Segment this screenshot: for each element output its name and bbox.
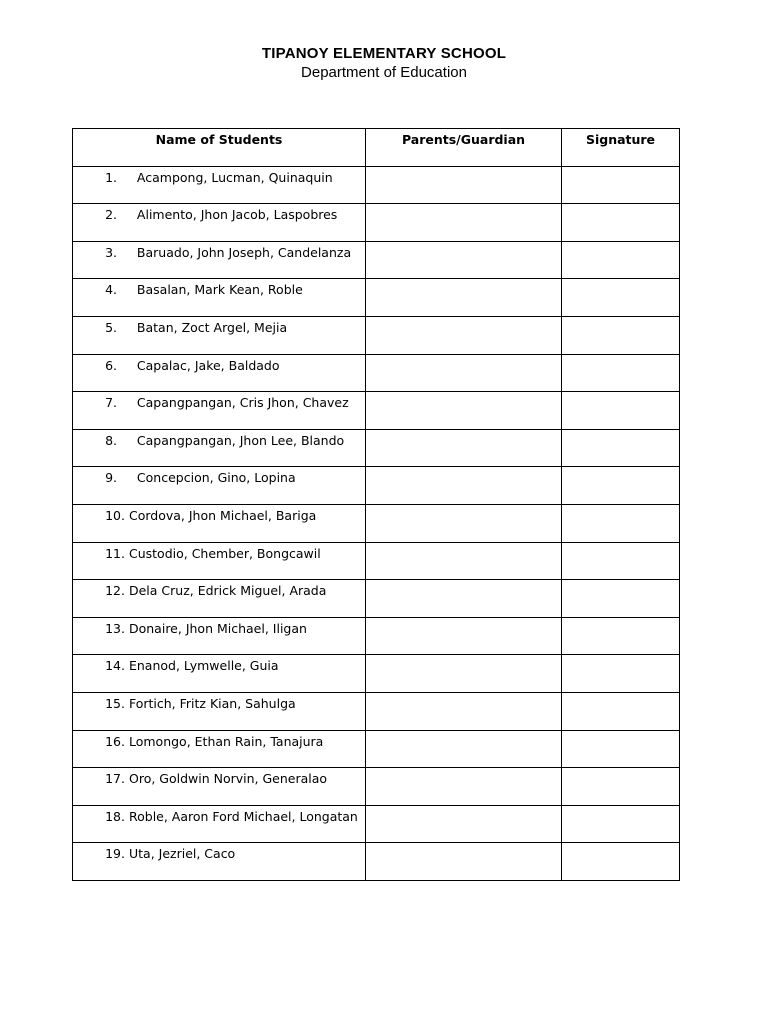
table-row: [73, 843, 680, 881]
column-header-signature: Signature: [562, 129, 680, 167]
student-name: Alimento, Jhon Jacob, Laspobres: [136, 207, 338, 223]
row-number: 10.: [105, 507, 125, 523]
parent-guardian-cell[interactable]: [366, 316, 562, 354]
table-row: [73, 354, 680, 392]
student-name: Capalac, Jake, Baldado: [136, 357, 280, 373]
student-name-cell: [73, 843, 366, 881]
row-number: 12.: [105, 583, 125, 599]
table-row: [73, 204, 680, 242]
row-number: 11.: [105, 545, 125, 561]
student-name: Basalan, Mark Kean, Roble: [136, 282, 303, 298]
signature-cell[interactable]: [562, 467, 680, 505]
table-row: [73, 429, 680, 467]
student-name-cell: [73, 805, 366, 843]
signature-cell[interactable]: [562, 504, 680, 542]
parent-guardian-cell[interactable]: [366, 429, 562, 467]
student-name: Fortich, Fritz Kian, Sahulga: [128, 695, 296, 711]
parent-guardian-cell[interactable]: [366, 542, 562, 580]
signature-cell[interactable]: [562, 542, 680, 580]
parent-guardian-cell[interactable]: [366, 692, 562, 730]
student-name: Custodio, Chember, Bongcawil: [128, 545, 321, 561]
row-number: 6.: [105, 357, 117, 373]
student-name: Dela Cruz, Edrick Miguel, Arada: [128, 583, 327, 599]
table-row: [73, 730, 680, 768]
parent-guardian-cell[interactable]: [366, 354, 562, 392]
table-row: [73, 580, 680, 618]
signature-cell[interactable]: [562, 805, 680, 843]
parent-guardian-cell[interactable]: [366, 843, 562, 881]
signature-cell[interactable]: [562, 655, 680, 693]
row-number: 5.: [105, 319, 117, 335]
signature-cell[interactable]: [562, 768, 680, 806]
student-name-cell: [73, 204, 366, 242]
student-name: Baruado, John Joseph, Candelanza: [136, 244, 352, 260]
student-name: Cordova, Jhon Michael, Bariga: [128, 507, 317, 523]
column-header-parents-guardian: Parents/Guardian: [366, 129, 562, 167]
parent-guardian-cell[interactable]: [366, 279, 562, 317]
signature-cell[interactable]: [562, 279, 680, 317]
student-name-cell: [73, 580, 366, 618]
student-name-cell: [73, 429, 366, 467]
row-number: 7.: [105, 395, 117, 411]
student-name-cell: [73, 316, 366, 354]
student-name-cell: [73, 655, 366, 693]
row-number: 16.: [105, 733, 125, 749]
student-name-cell: [73, 542, 366, 580]
student-name: Capangpangan, Jhon Lee, Blando: [136, 432, 345, 448]
student-name: Roble, Aaron Ford Michael, Longatan: [128, 808, 358, 824]
table-row: [73, 805, 680, 843]
row-number: 18.: [105, 808, 125, 824]
student-name-cell: [73, 617, 366, 655]
table-row: [73, 241, 680, 279]
row-number: 3.: [105, 244, 117, 260]
parent-guardian-cell[interactable]: [366, 241, 562, 279]
student-name-cell: [73, 730, 366, 768]
parent-guardian-cell[interactable]: [366, 580, 562, 618]
student-name: Oro, Goldwin Norvin, Generalao: [128, 771, 328, 787]
parent-guardian-cell[interactable]: [366, 504, 562, 542]
table-row: [73, 316, 680, 354]
signature-cell[interactable]: [562, 204, 680, 242]
signature-cell[interactable]: [562, 617, 680, 655]
student-roster-table: [72, 128, 680, 881]
student-name: Capangpangan, Cris Jhon, Chavez: [136, 395, 349, 411]
student-name: Enanod, Lymwelle, Guia: [128, 658, 279, 674]
signature-cell[interactable]: [562, 166, 680, 204]
signature-cell[interactable]: [562, 692, 680, 730]
student-name: Concepcion, Gino, Lopina: [136, 470, 296, 486]
student-name-cell: [73, 467, 366, 505]
signature-cell[interactable]: [562, 843, 680, 881]
row-number: 14.: [105, 658, 125, 674]
student-name-cell: [73, 279, 366, 317]
parent-guardian-cell[interactable]: [366, 392, 562, 430]
document-header: [0, 44, 768, 82]
table-header-row: [73, 129, 680, 167]
student-name-cell: [73, 354, 366, 392]
department-name: Department of Education: [301, 64, 467, 81]
student-name: Acampong, Lucman, Quinaquin: [136, 169, 333, 185]
student-name: Donaire, Jhon Michael, Iligan: [128, 620, 307, 636]
table-row: [73, 692, 680, 730]
signature-cell[interactable]: [562, 354, 680, 392]
parent-guardian-cell[interactable]: [366, 166, 562, 204]
student-name-cell: [73, 692, 366, 730]
table-row: [73, 467, 680, 505]
table-row: [73, 655, 680, 693]
student-name: Lomongo, Ethan Rain, Tanajura: [128, 733, 324, 749]
row-number: 2.: [105, 207, 117, 223]
row-number: 17.: [105, 771, 125, 787]
row-number: 19.: [105, 846, 125, 862]
signature-cell[interactable]: [562, 580, 680, 618]
student-name-cell: [73, 241, 366, 279]
table-row: [73, 392, 680, 430]
table-row: [73, 617, 680, 655]
parent-guardian-cell[interactable]: [366, 617, 562, 655]
school-name: TIPANOY ELEMENTARY SCHOOL: [261, 45, 507, 62]
student-name: Uta, Jezriel, Caco: [128, 846, 236, 862]
table-row: [73, 166, 680, 204]
signature-cell[interactable]: [562, 429, 680, 467]
row-number: 8.: [105, 432, 117, 448]
parent-guardian-cell[interactable]: [366, 204, 562, 242]
table-row: [73, 768, 680, 806]
student-name-cell: [73, 166, 366, 204]
parent-guardian-cell[interactable]: [366, 730, 562, 768]
parent-guardian-cell[interactable]: [366, 655, 562, 693]
signature-cell[interactable]: [562, 316, 680, 354]
row-number: 13.: [105, 620, 125, 636]
table-row: [73, 279, 680, 317]
student-name-cell: [73, 504, 366, 542]
student-name-cell: [73, 768, 366, 806]
row-number: 9.: [105, 470, 117, 486]
signature-cell[interactable]: [562, 392, 680, 430]
row-number: 15.: [105, 695, 125, 711]
roster-body: [73, 166, 680, 880]
signature-cell[interactable]: [562, 730, 680, 768]
parent-guardian-cell[interactable]: [366, 467, 562, 505]
signature-cell[interactable]: [562, 241, 680, 279]
row-number: 4.: [105, 282, 117, 298]
parent-guardian-cell[interactable]: [366, 768, 562, 806]
column-header-name-of-students: Name of Students: [73, 129, 366, 167]
row-number: 1.: [105, 169, 117, 185]
student-name: Batan, Zoct Argel, Mejia: [136, 319, 288, 335]
table-row: [73, 542, 680, 580]
parent-guardian-cell[interactable]: [366, 805, 562, 843]
student-name-cell: [73, 392, 366, 430]
table-row: [73, 504, 680, 542]
